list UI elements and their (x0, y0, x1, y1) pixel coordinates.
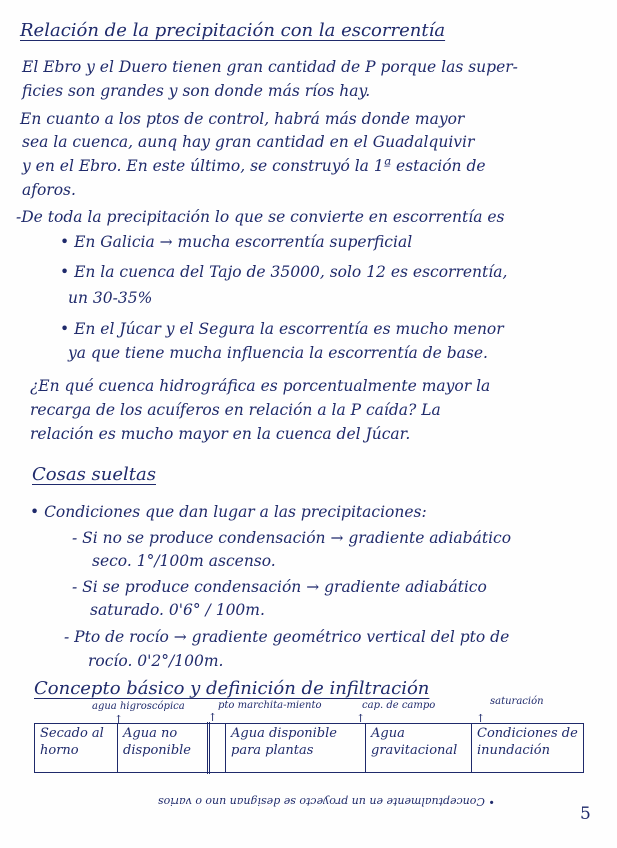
bullet-item: • Condiciones que dan lugar a las precipitaciones: (30, 503, 427, 521)
diagram-divider (207, 722, 210, 774)
bullet-item: • En la cuenca del Tajo de 35000, solo 12 es escorrentía, (60, 263, 508, 281)
text-line: seco. 1°/100m ascenso. (92, 552, 276, 570)
section-title-cosas-sueltas: Cosas sueltas (32, 464, 156, 485)
question-line: ¿En qué cuenca hidrográfica es porcentualmente mayor la (30, 377, 491, 395)
text-line: En cuanto a los ptos de control, habrá más donde mayor (20, 110, 465, 128)
text-line: - Pto de rocío → gradiente geométrico vertical del pto de (64, 628, 510, 646)
diagram-cell: Agua no disponible (117, 724, 209, 772)
upside-down-note: • Conceptualmente en un proyecto se designan uno o varios (158, 795, 495, 808)
diagram-top-label: saturación (490, 696, 544, 707)
arrow-up-icon: ↑ (356, 712, 366, 725)
diagram-cell: Condiciones de inundación (471, 724, 581, 772)
arrow-up-icon: ↑ (114, 713, 124, 726)
diagram-cell: Agua gravitacional (365, 724, 465, 772)
diagram-top-label: cap. de campo (362, 700, 436, 711)
diagram-top-label: pto marchita-miento (218, 700, 322, 711)
bullet-item: • En el Júcar y el Segura la escorrentía es mucho menor (60, 320, 504, 338)
text-line: ficies son grandes y son donde más ríos hay. (22, 82, 371, 100)
text-line: - Si se produce condensación → gradiente adiabático (72, 578, 487, 596)
arrow-up-icon: ↑ (208, 711, 218, 724)
page-title: Relación de la precipitación con la escorrentía (20, 20, 446, 41)
section-title-infiltracion: Concepto básico y definición de infiltración (34, 678, 430, 699)
arrow-up-icon: ↑ (476, 712, 486, 725)
soil-water-diagram (34, 723, 584, 773)
diagram-cell: Secado al horno (40, 726, 104, 758)
page-number: 5 (580, 804, 591, 824)
text-line: saturado. 0'6° / 100m. (90, 601, 265, 619)
text-line: sea la cuenca, aunq hay gran cantidad en el Guadalquivir (22, 133, 475, 151)
text-line: un 30-35% (68, 289, 153, 307)
text-line: -De toda la precipitación lo que se convierte en escorrentía es (16, 208, 505, 226)
bullet-item: • En Galicia → mucha escorrentía superficial (60, 233, 413, 251)
diagram-cell: Agua disponible para plantas (225, 724, 365, 772)
text-line: relación es mucho mayor en la cuenca del Júcar. (30, 425, 411, 443)
text-line: aforos. (22, 181, 76, 199)
text-line: rocío. 0'2°/100m. (88, 652, 224, 670)
text-line: y en el Ebro. En este último, se construyó la 1ª estación de (22, 157, 486, 175)
text-line: ya que tiene mucha influencia la escorrentía de base. (68, 344, 488, 362)
diagram-top-label: agua higroscópica (92, 701, 185, 712)
text-line: - Si no se produce condensación → gradiente adiabático (72, 529, 512, 547)
text-line: recarga de los acuíferos en relación a la P caída? La (30, 401, 441, 419)
text-line: El Ebro y el Duero tienen gran cantidad de P porque las super- (22, 58, 518, 76)
